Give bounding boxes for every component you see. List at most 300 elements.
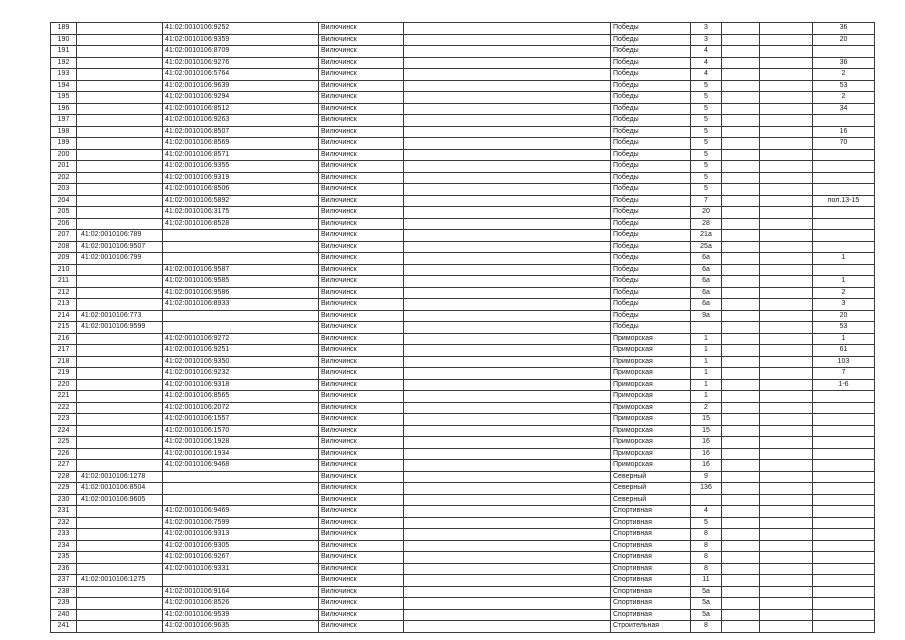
- cadastral-number-land: [77, 299, 163, 311]
- locality: Вилючинск: [319, 276, 404, 288]
- street: Победы: [611, 184, 691, 196]
- locality: Вилючинск: [319, 230, 404, 242]
- cadastral-number-premises: 41:02:0010106:9318: [163, 379, 319, 391]
- apartment-number: [813, 494, 875, 506]
- cadastral-number-premises: [163, 471, 319, 483]
- street: Победы: [611, 218, 691, 230]
- blank-cell: [722, 460, 760, 472]
- blank-cell: [404, 264, 611, 276]
- table-row: [51, 253, 875, 265]
- table-row: [51, 230, 875, 242]
- blank-cell: [722, 356, 760, 368]
- blank-cell: [404, 126, 611, 138]
- blank-cell: [404, 230, 611, 242]
- blank-cell: [722, 103, 760, 115]
- blank-cell: [722, 506, 760, 518]
- row-number: 189: [51, 23, 77, 35]
- cadastral-number-land: [77, 264, 163, 276]
- apartment-number: 53: [813, 80, 875, 92]
- blank-cell: [722, 80, 760, 92]
- cadastral-number-land: [77, 356, 163, 368]
- blank-cell: [722, 276, 760, 288]
- table-row: [51, 138, 875, 150]
- cadastral-number-premises: 41:02:0010106:7599: [163, 517, 319, 529]
- table-row: [51, 345, 875, 357]
- blank-cell: [722, 529, 760, 541]
- apartment-number: пол.13-15: [813, 195, 875, 207]
- row-number: 197: [51, 115, 77, 127]
- cadastral-number-premises: 41:02:0010106:9469: [163, 506, 319, 518]
- blank-cell: [404, 138, 611, 150]
- cadastral-number-premises: 41:02:0010106:9267: [163, 552, 319, 564]
- table-row: [51, 575, 875, 587]
- locality: Вилючинск: [319, 529, 404, 541]
- locality: Вилючинск: [319, 264, 404, 276]
- blank-cell: [404, 379, 611, 391]
- blank-cell: [722, 379, 760, 391]
- cadastral-number-premises: 41:02:0010106:9263: [163, 115, 319, 127]
- blank-cell: [404, 46, 611, 58]
- cadastral-number-land: [77, 586, 163, 598]
- table-row: [51, 310, 875, 322]
- row-number: 214: [51, 310, 77, 322]
- locality: Вилючинск: [319, 563, 404, 575]
- street: Победы: [611, 207, 691, 219]
- table-row: [51, 207, 875, 219]
- cadastral-number-premises: 41:02:0010106:1570: [163, 425, 319, 437]
- table-row: [51, 80, 875, 92]
- blank-cell: [404, 402, 611, 414]
- row-number: 232: [51, 517, 77, 529]
- cadastral-number-land: [77, 552, 163, 564]
- row-number: 235: [51, 552, 77, 564]
- street: Спортивная: [611, 586, 691, 598]
- blank-cell: [404, 448, 611, 460]
- locality: Вилючинск: [319, 402, 404, 414]
- blank-cell: [760, 345, 813, 357]
- blank-cell: [722, 517, 760, 529]
- blank-cell: [760, 494, 813, 506]
- row-number: 198: [51, 126, 77, 138]
- blank-cell: [404, 184, 611, 196]
- blank-cell: [404, 218, 611, 230]
- apartment-number: [813, 241, 875, 253]
- locality: Вилючинск: [319, 609, 404, 621]
- locality: Вилючинск: [319, 218, 404, 230]
- blank-cell: [404, 517, 611, 529]
- locality: Вилючинск: [319, 126, 404, 138]
- cadastral-number-land: [77, 540, 163, 552]
- street: Победы: [611, 322, 691, 334]
- blank-cell: [760, 586, 813, 598]
- blank-cell: [404, 207, 611, 219]
- table-row: [51, 103, 875, 115]
- locality: Вилючинск: [319, 149, 404, 161]
- table-row: [51, 437, 875, 449]
- street: Северный: [611, 483, 691, 495]
- table-row: [51, 126, 875, 138]
- street: Приморская: [611, 437, 691, 449]
- locality: Вилючинск: [319, 552, 404, 564]
- apartment-number: [813, 609, 875, 621]
- house-number: 8: [691, 529, 722, 541]
- blank-cell: [404, 506, 611, 518]
- street: Победы: [611, 138, 691, 150]
- row-number: 195: [51, 92, 77, 104]
- table-row: [51, 471, 875, 483]
- table-row: [51, 425, 875, 437]
- table-row: [51, 448, 875, 460]
- street: Победы: [611, 195, 691, 207]
- blank-cell: [404, 149, 611, 161]
- blank-cell: [404, 529, 611, 541]
- cadastral-number-premises: 41:02:0010106:9586: [163, 287, 319, 299]
- house-number: 9а: [691, 310, 722, 322]
- blank-cell: [722, 575, 760, 587]
- locality: Вилючинск: [319, 23, 404, 35]
- table-row: [51, 483, 875, 495]
- table-row: [51, 69, 875, 81]
- blank-cell: [404, 57, 611, 69]
- locality: Вилючинск: [319, 241, 404, 253]
- apartment-number: [813, 149, 875, 161]
- blank-cell: [722, 23, 760, 35]
- apartment-number: [813, 391, 875, 403]
- blank-cell: [760, 115, 813, 127]
- house-number: 6а: [691, 287, 722, 299]
- house-number: 5: [691, 126, 722, 138]
- table-row: [51, 299, 875, 311]
- row-number: 207: [51, 230, 77, 242]
- apartment-number: 20: [813, 34, 875, 46]
- apartment-number: [813, 218, 875, 230]
- apartment-number: [813, 529, 875, 541]
- blank-cell: [722, 402, 760, 414]
- blank-cell: [760, 356, 813, 368]
- cadastral-number-premises: 41:02:0010106:9313: [163, 529, 319, 541]
- cadastral-number-land: [77, 437, 163, 449]
- street: Приморская: [611, 333, 691, 345]
- blank-cell: [722, 552, 760, 564]
- blank-cell: [722, 126, 760, 138]
- row-number: 212: [51, 287, 77, 299]
- street: Победы: [611, 34, 691, 46]
- blank-cell: [760, 126, 813, 138]
- row-number: 216: [51, 333, 77, 345]
- street: Победы: [611, 103, 691, 115]
- cadastral-number-land: [77, 34, 163, 46]
- apartment-number: [813, 230, 875, 242]
- apartment-number: 103: [813, 356, 875, 368]
- blank-cell: [722, 322, 760, 334]
- house-number: 1: [691, 333, 722, 345]
- blank-cell: [722, 437, 760, 449]
- cadastral-number-land: [77, 563, 163, 575]
- cadastral-number-land: [77, 529, 163, 541]
- street: Спортивная: [611, 609, 691, 621]
- blank-cell: [760, 287, 813, 299]
- cadastral-number-land: [77, 103, 163, 115]
- locality: Вилючинск: [319, 368, 404, 380]
- blank-cell: [760, 460, 813, 472]
- locality: Вилючинск: [319, 287, 404, 299]
- apartment-number: 2: [813, 92, 875, 104]
- house-number: 5: [691, 172, 722, 184]
- house-number: 2: [691, 402, 722, 414]
- house-number: 8: [691, 552, 722, 564]
- table-row: [51, 402, 875, 414]
- blank-cell: [760, 34, 813, 46]
- table-row: [51, 586, 875, 598]
- house-number: 5: [691, 161, 722, 173]
- locality: Вилючинск: [319, 517, 404, 529]
- table-row: [51, 368, 875, 380]
- cadastral-number-premises: 41:02:0010106:3175: [163, 207, 319, 219]
- cadastral-number-land: 41:02:0010106:1275: [77, 575, 163, 587]
- table-row: [51, 264, 875, 276]
- house-number: 4: [691, 57, 722, 69]
- cadastral-number-premises: 41:02:0010106:8569: [163, 138, 319, 150]
- row-number: 225: [51, 437, 77, 449]
- street: Победы: [611, 46, 691, 58]
- row-number: 238: [51, 586, 77, 598]
- apartment-number: [813, 46, 875, 58]
- blank-cell: [404, 609, 611, 621]
- table-row: [51, 184, 875, 196]
- blank-cell: [760, 276, 813, 288]
- cadastral-number-premises: 41:02:0010106:9355: [163, 161, 319, 173]
- blank-cell: [760, 483, 813, 495]
- blank-cell: [760, 69, 813, 81]
- row-number: 200: [51, 149, 77, 161]
- row-number: 217: [51, 345, 77, 357]
- blank-cell: [722, 448, 760, 460]
- blank-cell: [722, 253, 760, 265]
- blank-cell: [760, 23, 813, 35]
- cadastral-number-premises: [163, 575, 319, 587]
- blank-cell: [722, 333, 760, 345]
- apartment-number: [813, 483, 875, 495]
- house-number: 25а: [691, 241, 722, 253]
- locality: Вилючинск: [319, 184, 404, 196]
- cadastral-number-land: [77, 402, 163, 414]
- apartment-number: [813, 425, 875, 437]
- cadastral-number-premises: [163, 253, 319, 265]
- cadastral-number-premises: 41:02:0010106:2072: [163, 402, 319, 414]
- table-row: [51, 356, 875, 368]
- house-number: 1: [691, 379, 722, 391]
- blank-cell: [760, 563, 813, 575]
- row-number: 202: [51, 172, 77, 184]
- house-number: 6а: [691, 276, 722, 288]
- locality: Вилючинск: [319, 299, 404, 311]
- blank-cell: [760, 540, 813, 552]
- blank-cell: [722, 149, 760, 161]
- row-number: 218: [51, 356, 77, 368]
- house-number: 16: [691, 460, 722, 472]
- street: Приморская: [611, 368, 691, 380]
- blank-cell: [760, 149, 813, 161]
- house-number: 6а: [691, 264, 722, 276]
- blank-cell: [760, 46, 813, 58]
- cadastral-number-land: [77, 161, 163, 173]
- street: Приморская: [611, 448, 691, 460]
- blank-cell: [760, 598, 813, 610]
- blank-cell: [404, 322, 611, 334]
- house-number: 9: [691, 471, 722, 483]
- blank-cell: [404, 586, 611, 598]
- house-number: 3: [691, 23, 722, 35]
- cadastral-number-land: [77, 598, 163, 610]
- locality: Вилючинск: [319, 494, 404, 506]
- house-number: 5: [691, 149, 722, 161]
- cadastral-number-land: [77, 207, 163, 219]
- blank-cell: [404, 333, 611, 345]
- street: Победы: [611, 115, 691, 127]
- house-number: 6а: [691, 253, 722, 265]
- row-number: 215: [51, 322, 77, 334]
- blank-cell: [722, 540, 760, 552]
- apartment-number: 61: [813, 345, 875, 357]
- blank-cell: [722, 345, 760, 357]
- blank-cell: [404, 69, 611, 81]
- table-row: [51, 391, 875, 403]
- house-number: 5: [691, 92, 722, 104]
- cadastral-number-premises: 41:02:0010106:9319: [163, 172, 319, 184]
- street: Победы: [611, 299, 691, 311]
- table-row: [51, 23, 875, 35]
- blank-cell: [760, 172, 813, 184]
- cadastral-number-land: [77, 460, 163, 472]
- cadastral-number-land: [77, 126, 163, 138]
- row-number: 204: [51, 195, 77, 207]
- apartment-number: [813, 172, 875, 184]
- row-number: 234: [51, 540, 77, 552]
- house-number: 4: [691, 46, 722, 58]
- cadastral-number-land: [77, 115, 163, 127]
- locality: Вилючинск: [319, 425, 404, 437]
- blank-cell: [760, 241, 813, 253]
- apartment-number: 3: [813, 299, 875, 311]
- table-row: [51, 46, 875, 58]
- street: Спортивная: [611, 563, 691, 575]
- apartment-number: [813, 517, 875, 529]
- apartment-number: [813, 552, 875, 564]
- house-number: 5: [691, 103, 722, 115]
- table-row: [51, 287, 875, 299]
- cadastral-number-land: [77, 149, 163, 161]
- row-number: 219: [51, 368, 77, 380]
- blank-cell: [404, 425, 611, 437]
- blank-cell: [404, 575, 611, 587]
- house-number: 5: [691, 184, 722, 196]
- blank-cell: [404, 483, 611, 495]
- blank-cell: [760, 253, 813, 265]
- blank-cell: [722, 161, 760, 173]
- cadastral-number-premises: 41:02:0010106:8571: [163, 149, 319, 161]
- table-row: [51, 92, 875, 104]
- cadastral-number-land: 41:02:0010106:773: [77, 310, 163, 322]
- table-row: [51, 333, 875, 345]
- locality: Вилючинск: [319, 46, 404, 58]
- blank-cell: [722, 92, 760, 104]
- house-number: [691, 322, 722, 334]
- house-number: 5: [691, 517, 722, 529]
- row-number: 193: [51, 69, 77, 81]
- street: Спортивная: [611, 598, 691, 610]
- cadastral-number-premises: 41:02:0010106:8528: [163, 218, 319, 230]
- apartment-number: [813, 161, 875, 173]
- street: Приморская: [611, 425, 691, 437]
- locality: Вилючинск: [319, 253, 404, 265]
- cadastral-number-premises: 41:02:0010106:9276: [163, 57, 319, 69]
- cadastral-number-land: [77, 345, 163, 357]
- cadastral-number-premises: 41:02:0010106:9539: [163, 609, 319, 621]
- blank-cell: [404, 368, 611, 380]
- apartment-number: [813, 184, 875, 196]
- blank-cell: [722, 69, 760, 81]
- locality: Вилючинск: [319, 586, 404, 598]
- blank-cell: [722, 621, 760, 633]
- cadastral-number-premises: 41:02:0010106:9635: [163, 621, 319, 633]
- blank-cell: [760, 207, 813, 219]
- blank-cell: [722, 264, 760, 276]
- blank-cell: [404, 103, 611, 115]
- cadastral-number-premises: [163, 230, 319, 242]
- apartment-number: [813, 437, 875, 449]
- locality: Вилючинск: [319, 34, 404, 46]
- apartment-number: [813, 414, 875, 426]
- apartment-number: 70: [813, 138, 875, 150]
- house-number: 5: [691, 80, 722, 92]
- cadastral-number-land: [77, 80, 163, 92]
- row-number: 221: [51, 391, 77, 403]
- blank-cell: [722, 563, 760, 575]
- house-number: 21а: [691, 230, 722, 242]
- row-number: 226: [51, 448, 77, 460]
- blank-cell: [760, 103, 813, 115]
- property-register-table: [50, 22, 875, 633]
- row-number: 191: [51, 46, 77, 58]
- blank-cell: [760, 529, 813, 541]
- blank-cell: [722, 494, 760, 506]
- blank-cell: [760, 264, 813, 276]
- locality: Вилючинск: [319, 69, 404, 81]
- house-number: 1: [691, 391, 722, 403]
- cadastral-number-land: [77, 138, 163, 150]
- locality: Вилючинск: [319, 92, 404, 104]
- apartment-number: 16: [813, 126, 875, 138]
- street: Спортивная: [611, 540, 691, 552]
- cadastral-number-premises: 41:02:0010106:5892: [163, 195, 319, 207]
- cadastral-number-land: [77, 57, 163, 69]
- house-number: 1: [691, 345, 722, 357]
- blank-cell: [760, 138, 813, 150]
- cadastral-number-land: [77, 391, 163, 403]
- house-number: 1: [691, 368, 722, 380]
- locality: Вилючинск: [319, 161, 404, 173]
- cadastral-number-land: [77, 425, 163, 437]
- table-row: [51, 598, 875, 610]
- street: Победы: [611, 241, 691, 253]
- blank-cell: [760, 517, 813, 529]
- row-number: 233: [51, 529, 77, 541]
- cadastral-number-land: [77, 276, 163, 288]
- blank-cell: [404, 552, 611, 564]
- row-number: 196: [51, 103, 77, 115]
- cadastral-number-land: [77, 184, 163, 196]
- blank-cell: [722, 34, 760, 46]
